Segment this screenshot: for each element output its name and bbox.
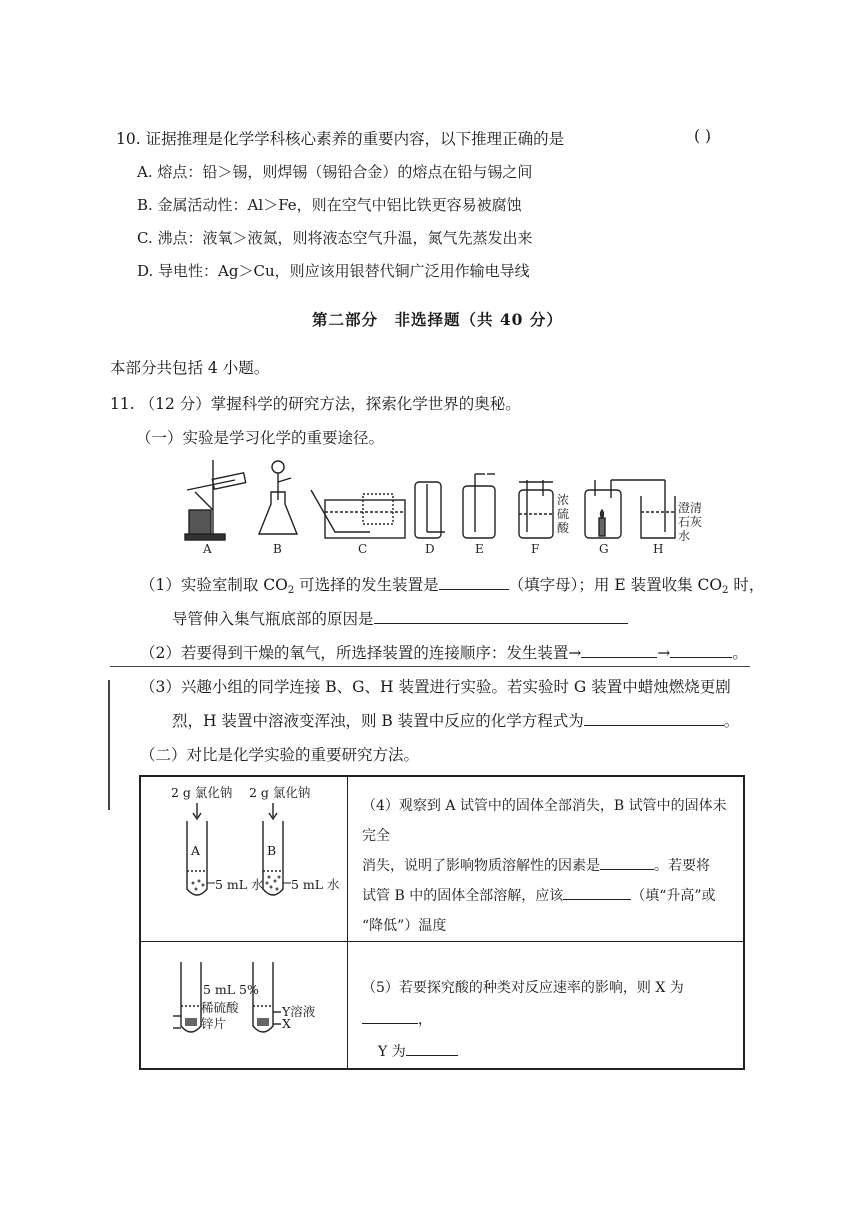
apparatus-label-a: A [203, 542, 212, 556]
table-cell-tubes-acid [140, 942, 348, 1070]
q4-line4: “降低”）温度 [362, 918, 447, 934]
acid-label-1: 5 mL 5% [203, 982, 259, 997]
apparatus-label-c: C [358, 542, 368, 556]
y-solution-label: Y溶液 [282, 1004, 316, 1019]
answer-blank-1a[interactable] [439, 573, 509, 590]
q11-part3-line2: 烈，H 装置中溶液变浑浊，则 B 装置中反应的化学方程式为 。 [172, 709, 739, 731]
q4-line3: 试管 B 中的固体全部溶解，应该 （填“升高”或 [362, 881, 733, 911]
apparatus-c-icon [311, 490, 405, 538]
part2-title: 第二部分 非选择题（共 40 分） [312, 310, 563, 329]
answer-blank-4a[interactable] [600, 853, 654, 870]
scan-artifact-line [110, 666, 750, 667]
apparatus-label-b: B [273, 542, 282, 556]
h-label-2: 石灰 [678, 515, 703, 529]
apparatus-g-icon [585, 480, 645, 538]
tube-label-b: B [267, 843, 277, 858]
q10-stem: 10. 证据推理是化学学科核心素养的重要内容，以下推理正确的是 [116, 130, 565, 148]
answer-blank-5b[interactable] [406, 1039, 458, 1056]
zinc-label: 锌片 [201, 1016, 227, 1031]
f-label-2: 硫 [557, 507, 570, 521]
q4-line2: 消失，说明了影响物质溶解性的因素是 。若要将 [362, 851, 733, 881]
apparatus-f-icon [519, 480, 553, 538]
answer-blank-2a[interactable] [581, 641, 657, 658]
x-label: X [282, 1016, 291, 1031]
apparatus-label-d: D [425, 542, 435, 556]
table-row [140, 942, 744, 1070]
q5-line2: Y 为 [362, 1036, 733, 1068]
test-tubes-acid-icon [141, 942, 347, 1052]
apparatus-label-e: E [475, 542, 484, 556]
answer-blank-3[interactable] [584, 709, 724, 726]
answer-blank-5a[interactable] [362, 1007, 418, 1024]
lab-apparatus-figure [175, 452, 715, 557]
apparatus-label-g: G [599, 542, 609, 556]
answer-blank-4b[interactable] [563, 883, 631, 900]
tube-label-a: A [191, 843, 201, 858]
apparatus-a-icon [185, 460, 246, 540]
q10-answer-paren[interactable]: ( ) [694, 127, 712, 145]
q10-option-d[interactable]: D. 导电性：Ag＞Cu，则应该用银替代铜广泛用作输电导线 [137, 262, 530, 280]
q11-sub1-title: （一）实验是学习化学的重要途径。 [136, 429, 385, 447]
acid-label-2: 稀硫酸 [201, 1000, 239, 1015]
water-label-b: 5 mL 水 [291, 877, 340, 892]
table-cell-tubes-solubility [140, 776, 348, 942]
table-cell-question-5 [348, 942, 745, 1070]
q10-option-c[interactable]: C. 沸点：液氧＞液氮，则将液态空气升温，氮气先蒸发出来 [137, 229, 533, 247]
q10-option-a[interactable]: A. 熔点：铅＞锡，则焊锡（锡铅合金）的熔点在铅与锡之间 [137, 163, 533, 181]
q4-line1: （4）观察到 A 试管中的固体全部消失，B 试管中的固体未完全 [362, 798, 727, 844]
part2-intro: 本部分共包括 4 小题。 [110, 359, 270, 377]
apparatus-d-icon [415, 482, 445, 538]
apparatus-label-h: H [653, 542, 664, 556]
q11-part1-line1: （1）实验室制取 $CO_2$ 可选择的发生装置是 （填字母）；用 E 装置收集 $CO_2$ 时， [140, 573, 764, 596]
experiment-table [139, 775, 745, 1070]
table-cell-question-4 [348, 776, 745, 942]
solid-label-b: 2 g 氯化钠 [249, 785, 311, 800]
apparatus-e-icon [463, 474, 495, 538]
answer-blank-1b[interactable] [374, 607, 628, 624]
scan-artifact-line [108, 680, 110, 810]
h-label-3: 水 [678, 529, 691, 543]
q11-sub2-title: （二）对比是化学实验的重要研究方法。 [140, 746, 420, 764]
q10-option-b[interactable]: B. 金属活动性：Al＞Fe，则在空气中铝比铁更容易被腐蚀 [137, 196, 522, 214]
water-label-a: 5 mL 水 [215, 877, 264, 892]
f-label-1: 浓 [557, 493, 570, 507]
apparatus-h-icon [641, 480, 675, 538]
f-label-3: 酸 [557, 521, 570, 535]
apparatus-b-icon [259, 461, 297, 534]
h-label-1: 澄清 [678, 501, 703, 515]
q11-part3-line1: （3）兴趣小组的同学连接 B、G、H 装置进行实验。若实验时 G 装置中蜡烛燃烧更剧 [140, 678, 731, 696]
q11-part1-line2: 导管伸入集气瓶底部的原因是 [172, 607, 628, 629]
table-row [140, 776, 744, 942]
apparatus-label-f: F [531, 542, 540, 556]
solid-label-a: 2 g 氯化钠 [171, 785, 233, 800]
q5-line1: （5）若要探究酸的种类对反应速率的影响，则 X 为， [362, 980, 684, 1028]
q11-stem: 11. （12 分）掌握科学的研究方法，探索化学世界的奥秘。 [110, 395, 521, 413]
q11-part2: （2）若要得到干燥的氧气，所选择装置的连接顺序：发生装置→ → 。 [140, 641, 748, 663]
answer-blank-2b[interactable] [670, 641, 732, 658]
